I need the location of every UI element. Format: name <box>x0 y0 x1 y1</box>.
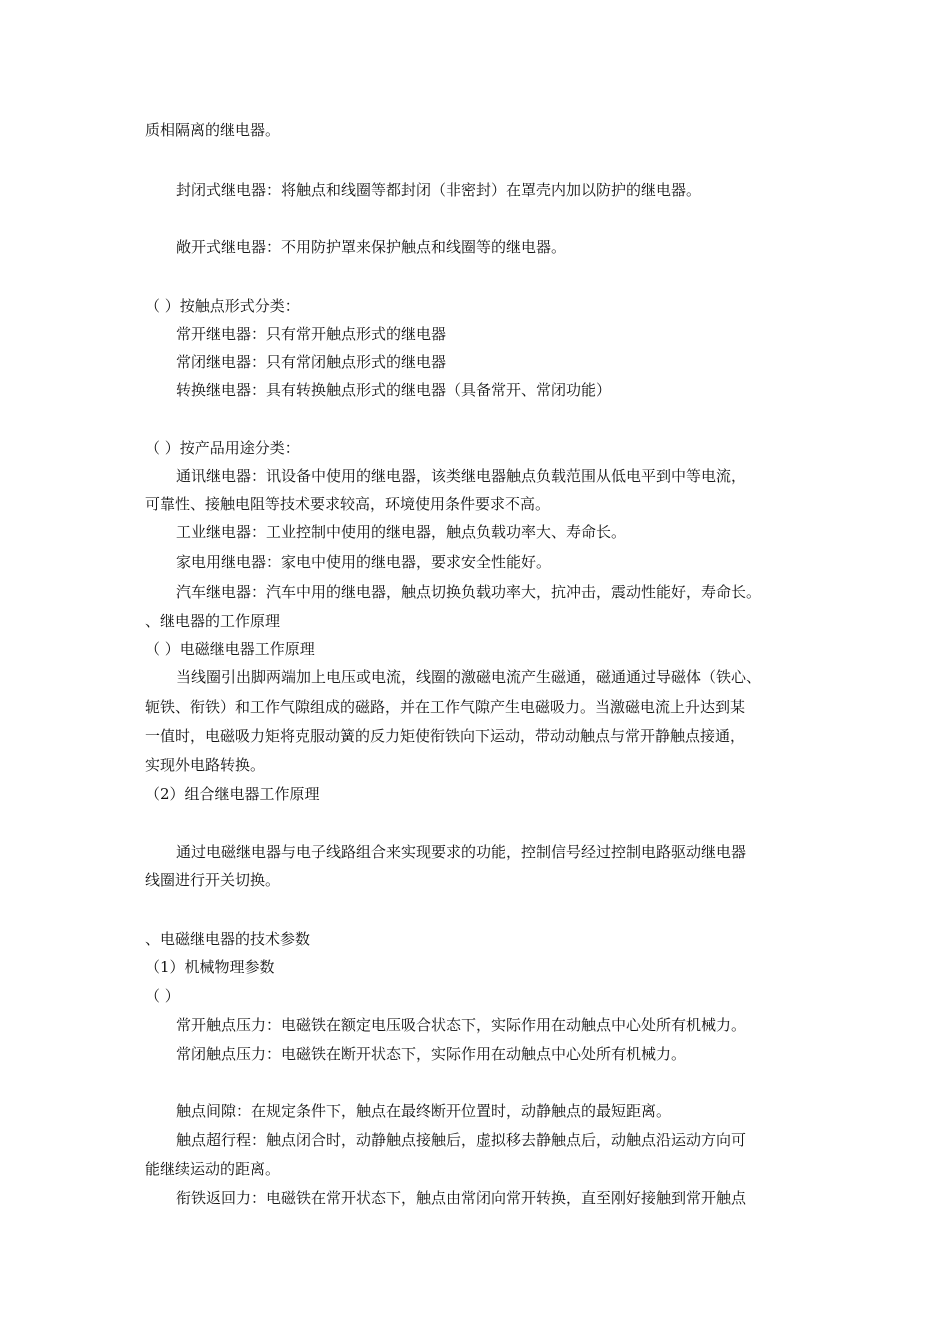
section-heading: （1）机械物理参数 <box>145 958 275 976</box>
paragraph-line: 敞开式继电器：不用防护罩来保护触点和线圈等的继电器。 <box>176 238 567 256</box>
paragraph-line: 衔铁返回力：电磁铁在常开状态下，触点由常闭向常开转换，直至刚好接触到常开触点 <box>176 1189 747 1207</box>
paragraph-line: 通讯继电器：讯设备中使用的继电器，该类继电器触点负载范围从低电平到中等电流， <box>176 467 747 485</box>
paragraph-line: 工业继电器：工业控制中使用的继电器，触点负载功率大、寿命长。 <box>176 523 627 541</box>
paragraph-line: 质相隔离的继电器。 <box>145 121 281 139</box>
section-heading: （ ） <box>145 987 180 1005</box>
paragraph-line: 常开继电器：只有常开触点形式的继电器 <box>176 325 447 343</box>
paragraph-line: 线圈进行开关切换。 <box>145 871 281 889</box>
paragraph-line: 常闭继电器：只有常闭触点形式的继电器 <box>176 353 447 371</box>
paragraph-line: 封闭式继电器：将触点和线圈等都封闭（非密封）在罩壳内加以防护的继电器。 <box>176 181 702 199</box>
section-heading: 、继电器的工作原理 <box>145 612 281 630</box>
section-heading: （ ）电磁继电器工作原理 <box>145 640 315 658</box>
paragraph-line: 家电用继电器：家电中使用的继电器，要求安全性能好。 <box>176 553 552 571</box>
paragraph-line: 通过电磁继电器与电子线路组合来实现要求的功能，控制信号经过控制电路驱动继电器 <box>176 843 747 861</box>
paragraph-line: 可靠性、接触电阻等技术要求较高，环境使用条件要求不高。 <box>145 495 551 513</box>
section-heading: 、电磁继电器的技术参数 <box>145 930 311 948</box>
paragraph-line: 能继续运动的距离。 <box>145 1160 281 1178</box>
paragraph-line: 实现外电路转换。 <box>145 756 266 774</box>
paragraph-line: 触点间隙：在规定条件下，触点在最终断开位置时，动静触点的最短距离。 <box>176 1102 672 1120</box>
paragraph-line: 转换继电器：具有转换触点形式的继电器（具备常开、常闭功能） <box>176 381 612 399</box>
paragraph-line: 汽车继电器：汽车中用的继电器，触点切换负载功率大，抗冲击，震动性能好，寿命长。 <box>176 583 762 601</box>
paragraph-line: 触点超行程：触点闭合时，动静触点接触后，虚拟移去静触点后，动触点沿运动方向可 <box>176 1131 747 1149</box>
paragraph-line: 常闭触点压力：电磁铁在断开状态下，实际作用在动触点中心处所有机械力。 <box>176 1045 687 1063</box>
section-heading: （ ）按触点形式分类： <box>145 297 300 315</box>
paragraph-line: 常开触点压力：电磁铁在额定电压吸合状态下，实际作用在动触点中心处所有机械力。 <box>176 1016 747 1034</box>
section-heading: （ ）按产品用途分类： <box>145 439 300 457</box>
section-heading: （2）组合继电器工作原理 <box>145 785 320 803</box>
paragraph-line: 一值时，电磁吸力矩将克服动簧的反力矩使衔铁向下运动，带动动触点与常开静触点接通， <box>145 727 746 745</box>
paragraph-line: 当线圈引出脚两端加上电压或电流，线圈的激磁电流产生磁通，磁通通过导磁体（铁心、 <box>176 668 762 686</box>
paragraph-line: 轭铁、衔铁）和工作气隙组成的磁路，并在工作气隙产生电磁吸力。当激磁电流上升达到某 <box>145 698 746 716</box>
